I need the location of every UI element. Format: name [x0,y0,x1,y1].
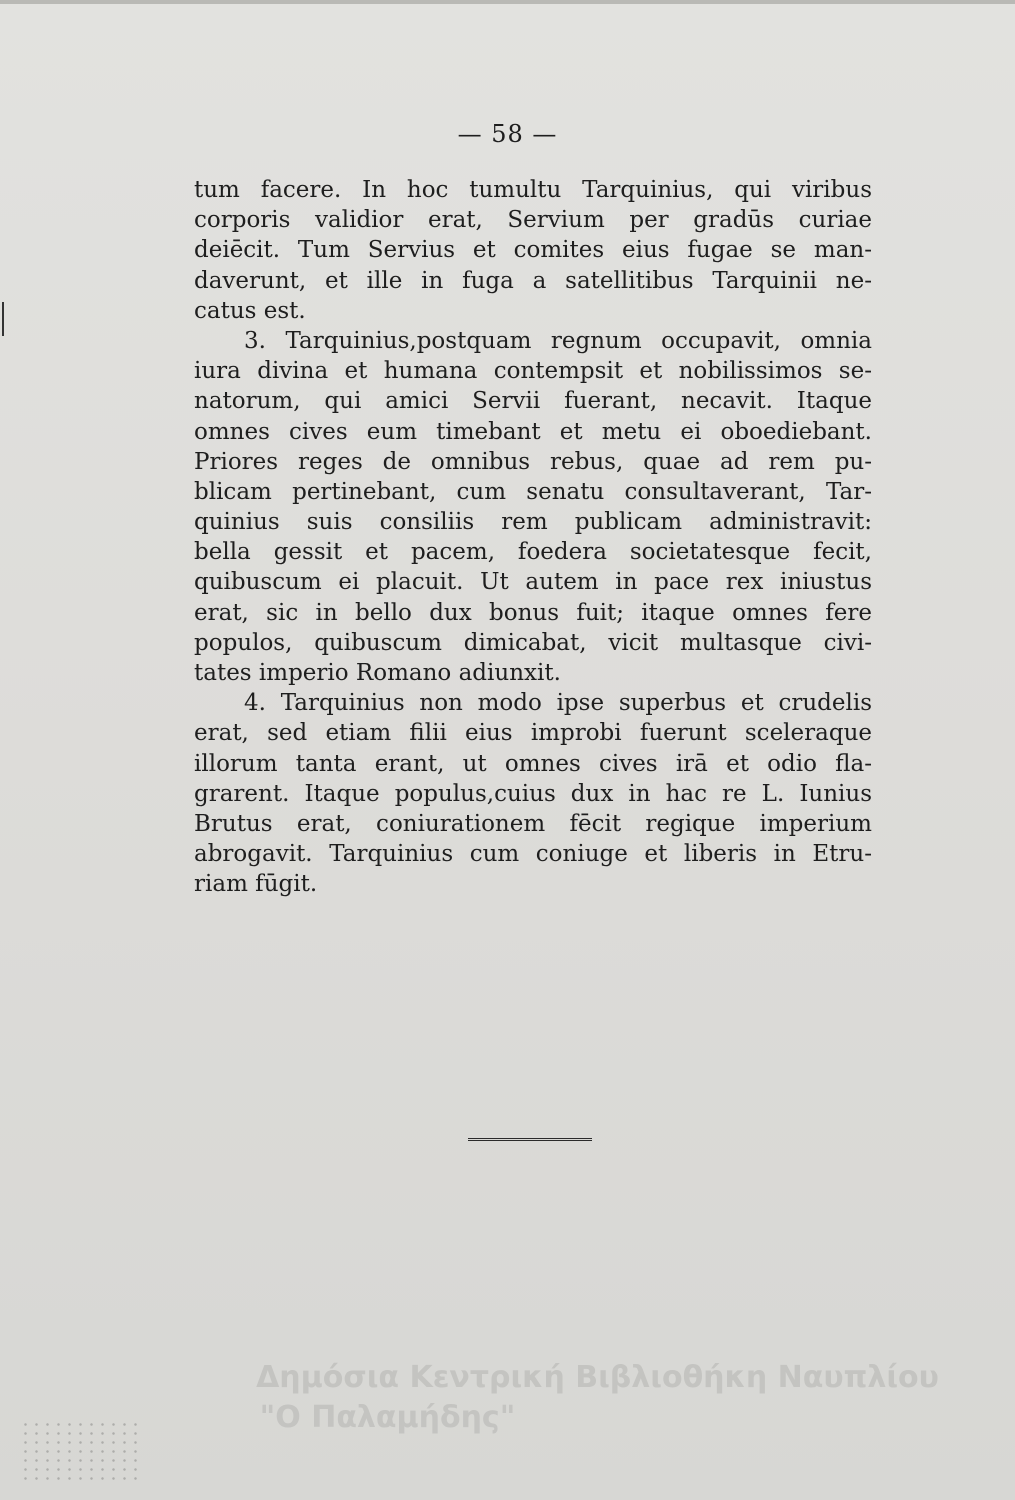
body-text [194,175,872,900]
text-line: 4. Tarquinius non modo ipse superbus et crudelis [244,690,872,717]
text-line: iura divina et humana contempsit et nobilissimos se- [194,358,872,385]
paper-specks [20,1420,140,1480]
text-line: daverunt, et ille in fuga a satellitibus Tarquinii ne- [194,267,872,294]
text-line: illorum tanta erant, ut omnes cives irā et odio fla- [194,750,872,777]
page-number: — 58 — [457,120,558,148]
text-line: Priores reges de omnibus rebus, quae ad rem pu- [194,448,872,475]
text-line: Brutus erat, coniurationem fēcit regique imperium [194,810,872,837]
text-line: abrogavit. Tarquinius cum coniuge et liberis in Etru- [194,841,872,868]
text-line: erat, sed etiam filii eius improbi fuerunt sceleraque [194,720,872,747]
library-stamp-line-2: "Ο Παλαμήδης" [259,1400,516,1435]
text-line: tum facere. In hoc tumultu Tarquinius, qui viribus [194,177,872,203]
library-stamp-line-1: Δημόσια Κεντρική Βιβλιοθήκη Ναυπλίου [256,1360,939,1395]
text-line: grarent. Itaque populus,cuius dux in hac re L. Iunius [194,780,872,807]
text-line: erat, sic in bello dux bonus fuit; itaque omnes fere [194,599,872,626]
section-divider-rule [468,1138,592,1142]
text-line: quinius suis consiliis rem publicam administravit: [194,509,872,536]
text-line: tates imperio Romano adiunxit. [194,660,561,686]
text-line: bella gessit et pacem, foedera societatesque fecit, [194,539,872,566]
text-line: 3. Tarquinius,postquam regnum occupavit, omnia [244,327,872,354]
text-line: deiēcit. Tum Servius et comites eius fugae se man- [194,237,872,264]
text-line: populos, quibuscum dimicabat, vicit multasque civi- [194,629,872,656]
text-line: corporis validior erat, Servium per gradūs curiae [194,207,872,234]
text-line: omnes cives eum timebant et metu ei oboediebant. [194,418,872,445]
text-line: blicam pertinebant, cum senatu consultaverant, Tar- [194,478,872,505]
text-line: catus est. [194,297,306,324]
page-top-edge [0,0,1015,4]
text-line: quibuscum ei placuit. Ut autem in pace rex iniustus [194,569,872,596]
text-line: natorum, qui amici Servii fuerant, necavit. Itaque [194,388,872,415]
margin-mark [2,302,4,336]
text-line: riam fūgit. [194,871,318,898]
